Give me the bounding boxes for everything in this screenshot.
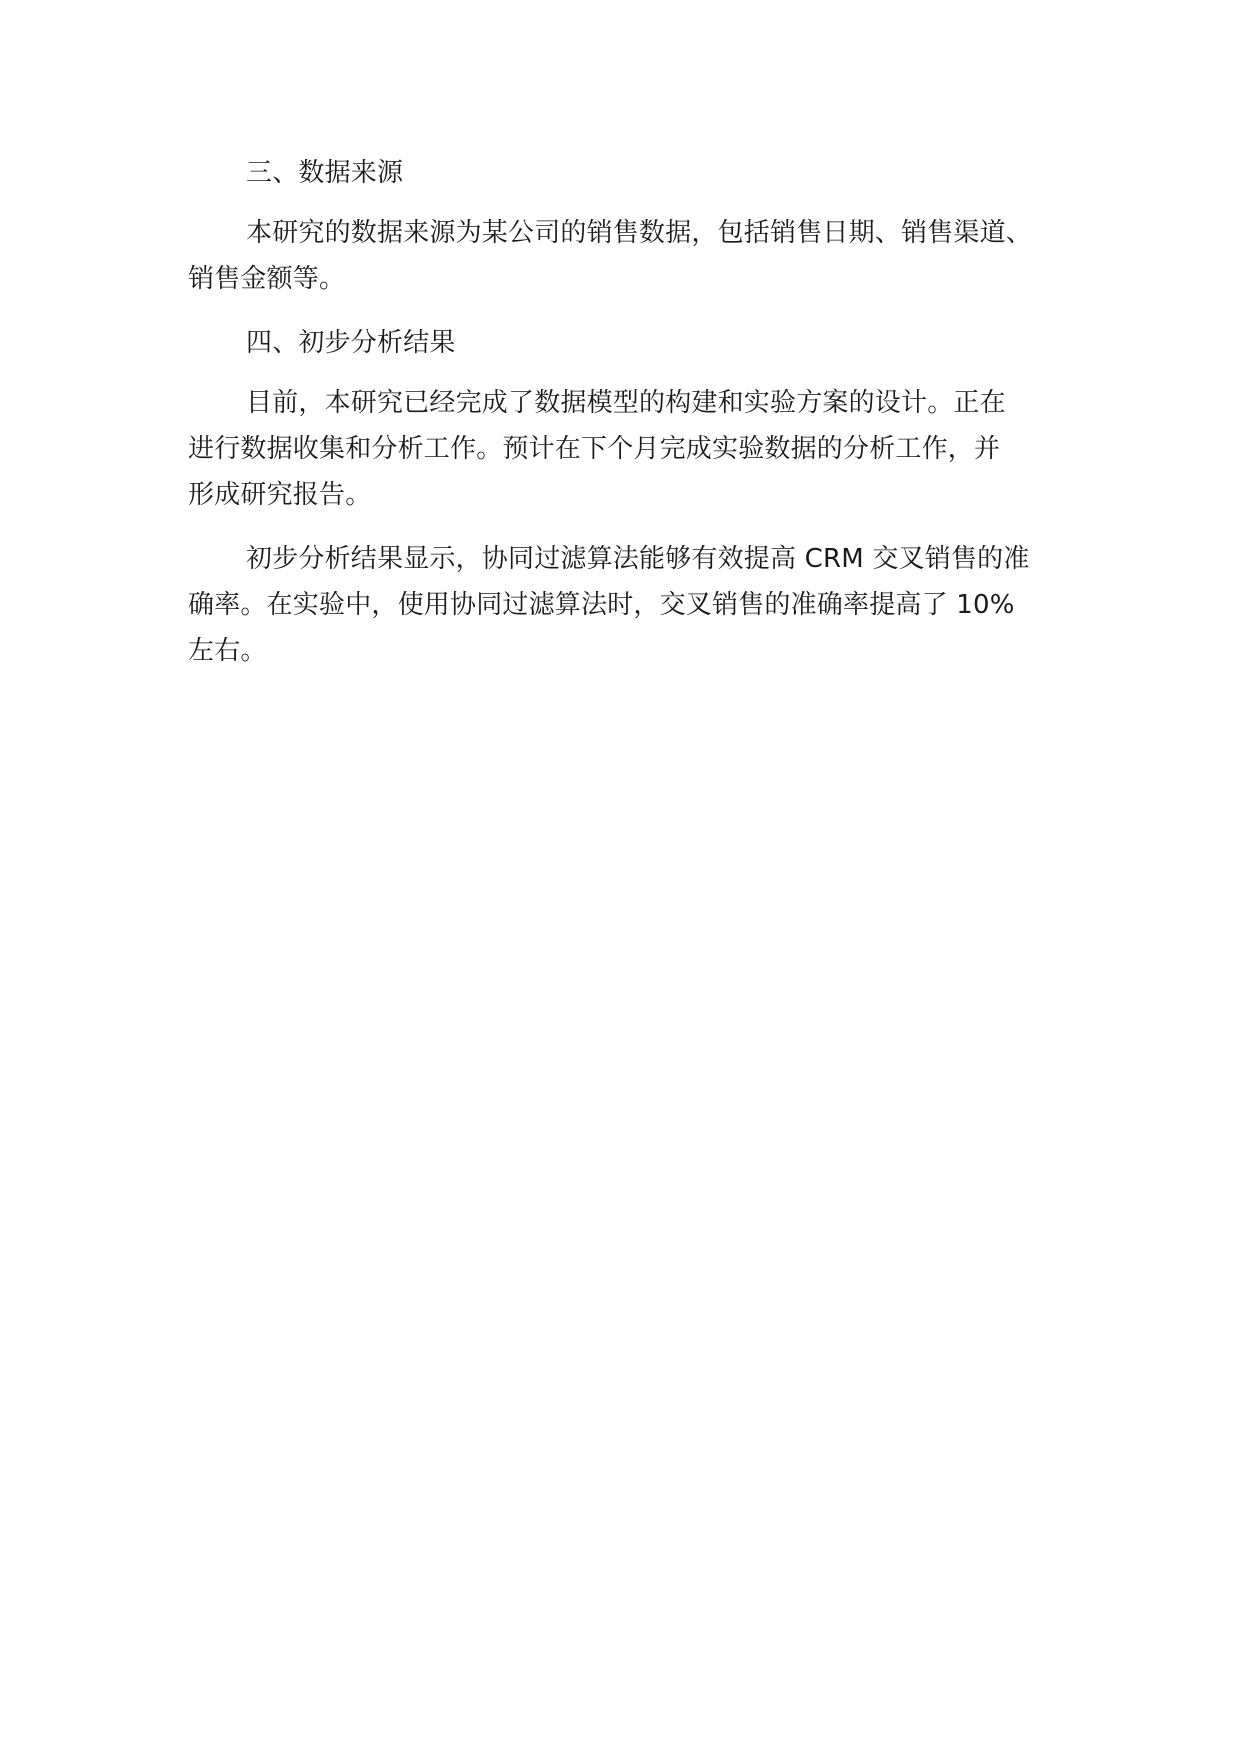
paragraph-data-source: [188, 210, 1058, 302]
paragraph-line: 销售金额等。: [188, 264, 346, 294]
paragraph-line: 本研究的数据来源为某公司的销售数据，包括销售日期、销售渠道、: [246, 218, 1033, 248]
section-heading-preliminary-results: 四、初步分析结果: [246, 328, 456, 358]
document-body: [188, 150, 1058, 692]
paragraph-line: 目前，本研究已经完成了数据模型的构建和实验方案的设计。正在: [246, 388, 1006, 418]
paragraph-line: 初步分析结果显示，协同过滤算法能够有效提高 CRM 交叉销售的准: [246, 544, 1030, 574]
paragraph-line: 进行数据收集和分析工作。预计在下个月完成实验数据的分析工作，并: [188, 434, 1001, 464]
paragraph-results: [188, 536, 1058, 674]
paragraph-line: 左右。: [188, 636, 267, 666]
paragraph-line: 形成研究报告。: [188, 480, 372, 510]
paragraph-line: 确率。在实验中，使用协同过滤算法时，交叉销售的准确率提高了 10%: [188, 590, 1015, 620]
section-heading-data-source: 三、数据来源: [246, 158, 404, 188]
paragraph-progress: [188, 380, 1058, 518]
